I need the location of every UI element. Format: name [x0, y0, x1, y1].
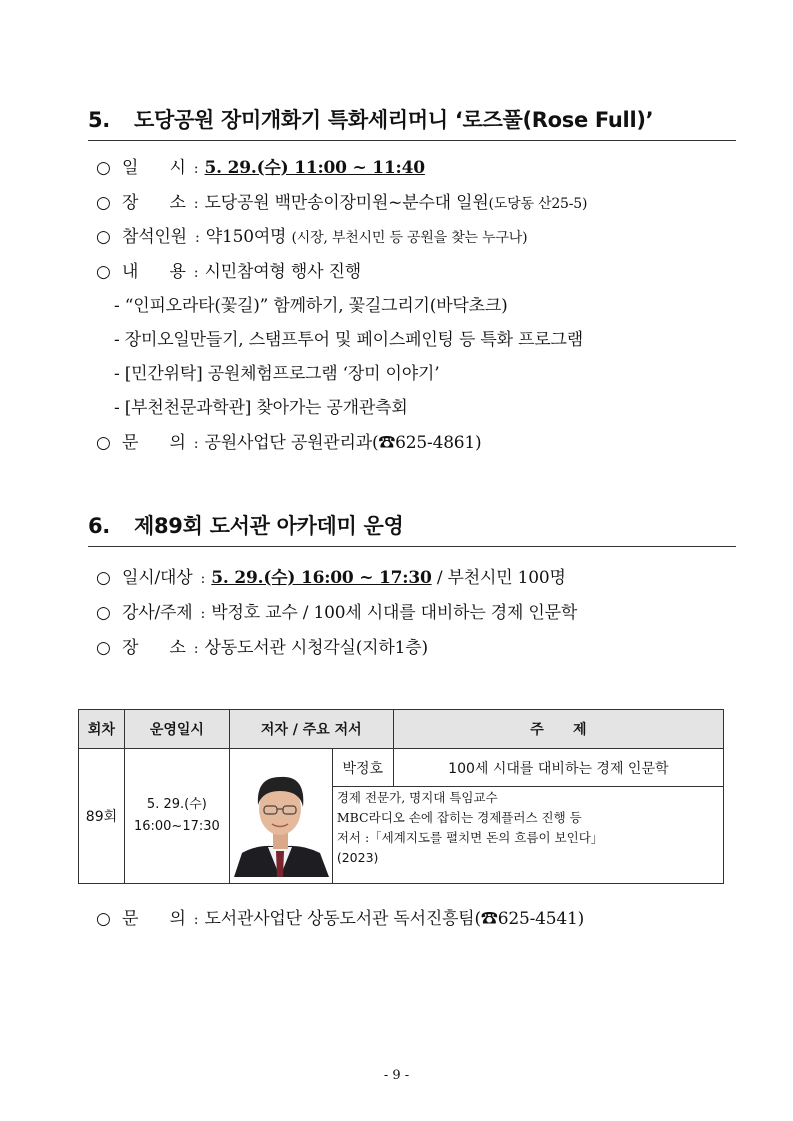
- lecture-label: 강사/주제: [122, 603, 193, 623]
- program-item: - [민간위탁] 공원체험프로그램 ‘장미 이야기’: [114, 364, 440, 384]
- bullet-circle: ○: [96, 568, 111, 588]
- separator: :: [193, 194, 199, 212]
- desc-line: MBC라디오 손에 잡히는 경제플러스 진행 등: [336, 810, 582, 825]
- header-datetime: 운영일시: [124, 710, 229, 749]
- bullet-circle: ○: [96, 227, 111, 247]
- desc-line: (2023): [336, 850, 379, 865]
- bullet-circle: ○: [96, 193, 111, 213]
- table-row: [79, 749, 724, 787]
- lecture-value: 박정호 교수 / 100세 시대를 대비하는 경제 인문학: [211, 603, 578, 623]
- place-note: (도당동 산25-5): [488, 196, 588, 212]
- section-6-lecture-row: [96, 598, 577, 623]
- bullet-circle: ○: [96, 638, 111, 658]
- separator: :: [193, 434, 199, 452]
- separator: :: [200, 604, 206, 622]
- section-6-contact-row: [96, 904, 584, 929]
- date-label: 일 시: [122, 158, 186, 178]
- section-5-content-row: [96, 257, 361, 282]
- section-6-place-row: [96, 633, 428, 658]
- program-item: - 장미오일만들기, 스탬프투어 및 페이스페인팅 등 특화 프로그램: [114, 330, 583, 350]
- section-6-number: 6.: [88, 514, 110, 538]
- date-target-label: 일시/대상: [122, 568, 193, 588]
- bullet-circle: ○: [96, 158, 111, 178]
- section-5-contact-row: [96, 428, 481, 453]
- bullet-circle: ○: [96, 433, 111, 453]
- attend-value: 약150여명: [205, 227, 287, 247]
- section-6-heading: [88, 510, 736, 547]
- program-item: - “인피오라타(꽃길)” 함께하기, 꽃길그리기(바닥초크): [114, 296, 508, 316]
- datetime-time: 16:00~17:30: [133, 819, 220, 834]
- section-5-heading: [88, 104, 736, 141]
- section-6-date-row: [96, 563, 566, 588]
- date-value: 5. 29.(수) 16:00 ~ 17:30: [211, 568, 432, 588]
- datetime-date: 5. 29.(수): [146, 797, 207, 812]
- section-5-attend-row: [96, 222, 527, 247]
- contact-value: 도서관사업단 상동도서관 독서진흥팀(☎625-4541): [204, 909, 585, 929]
- place-value: 도당공원 백만송이장미원~분수대 일원: [204, 193, 489, 213]
- separator: :: [193, 910, 199, 928]
- bullet-circle: ○: [96, 909, 111, 929]
- topic-cell: 100세 시대를 대비하는 경제 인문학: [393, 749, 723, 787]
- header-author: 저자 / 주요 저서: [229, 710, 393, 749]
- section-6-title: 제89회 도서관 아카데미 운영: [134, 514, 404, 538]
- speaker-photo-cell: [229, 749, 332, 884]
- date-extra: / 부천시민 100명: [431, 568, 566, 588]
- separator: :: [193, 263, 199, 281]
- separator: :: [194, 228, 200, 246]
- section-5-date-row: [96, 153, 425, 178]
- place-label: 장 소: [122, 638, 186, 658]
- desc-line: 저서 :「세계지도를 펼치면 돈의 흐름이 보인다」: [336, 830, 604, 845]
- date-value: 5. 29.(수) 11:00 ~ 11:40: [204, 158, 425, 178]
- section-5-number: 5.: [88, 108, 110, 132]
- header-round: 회차: [79, 710, 125, 749]
- desc-line: 경제 전문가, 명지대 특임교수: [336, 790, 498, 805]
- attend-note: (시장, 부천시민 등 공원을 찾는 누구나): [291, 230, 528, 246]
- content-value: 시민참여형 행사 진행: [204, 262, 361, 282]
- academy-table: [78, 709, 724, 884]
- page-number: - 9 -: [383, 1068, 410, 1083]
- author-description: [332, 787, 723, 884]
- contact-label: 문 의: [122, 909, 186, 929]
- table-header-row: [79, 710, 724, 749]
- bullet-circle: ○: [96, 262, 111, 282]
- author-name: 박정호: [332, 749, 393, 787]
- bullet-circle: ○: [96, 603, 111, 623]
- header-topic: 주 제: [393, 710, 723, 749]
- section-5-title: 도당공원 장미개화기 특화세리머니 ‘로즈풀(Rose Full)’: [134, 108, 654, 132]
- place-value: 상동도서관 시청각실(지하1층): [204, 638, 428, 658]
- content-label: 내 용: [122, 262, 186, 282]
- section-5-place-row: [96, 188, 587, 213]
- program-item: - [부천천문과학관] 찾아가는 공개관측회: [114, 398, 408, 418]
- round-cell: 89회: [79, 749, 125, 884]
- separator: :: [193, 159, 199, 177]
- separator: :: [193, 639, 199, 657]
- datetime-cell: [124, 749, 229, 884]
- speaker-portrait-photo: [230, 751, 331, 877]
- place-label: 장 소: [122, 193, 186, 213]
- contact-label: 문 의: [122, 433, 186, 453]
- contact-value: 공원사업단 공원관리과(☎625-4861): [204, 433, 482, 453]
- attend-label: 참석인원: [122, 227, 187, 247]
- separator: :: [200, 569, 206, 587]
